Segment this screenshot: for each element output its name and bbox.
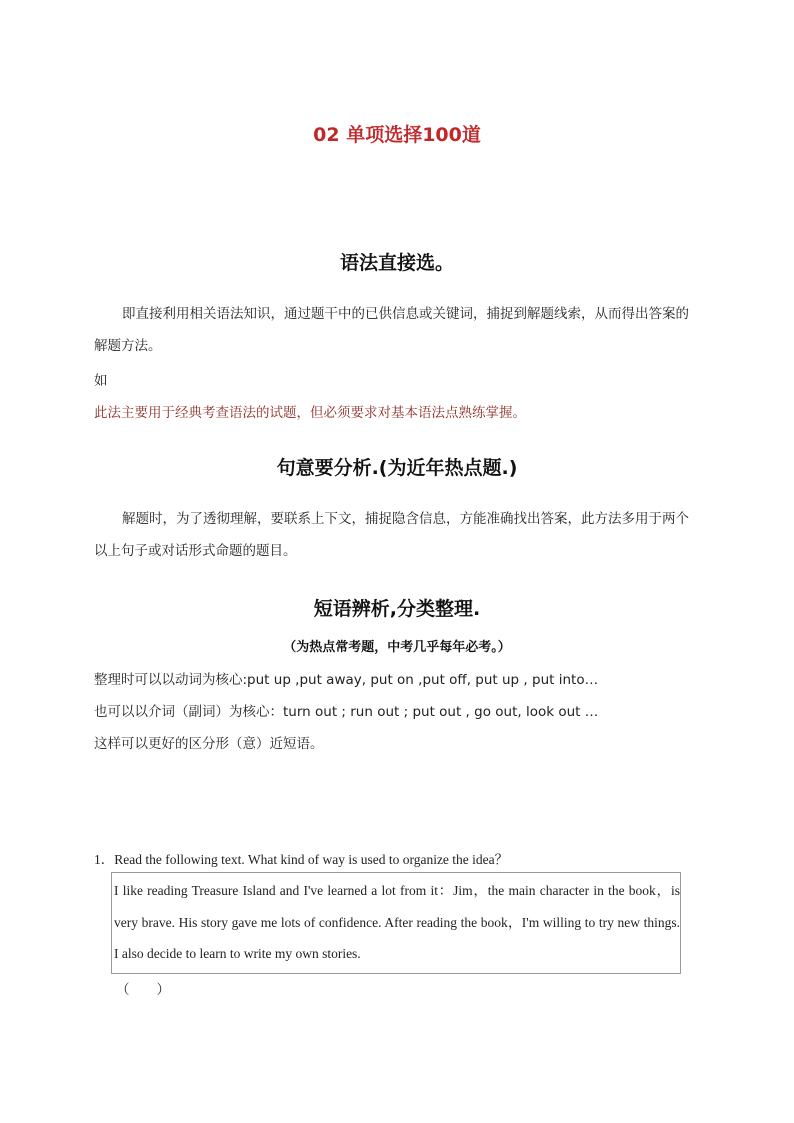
- section-subtitle-phrases: （为热点常考题，中考几乎每年必考。）: [283, 640, 511, 655]
- passage-text: I like reading Treasure Island and I've learned a lot from it：Jim，the main character in the book，is very brave. His story gave me lots of confidence. After reading the book，I'm willing to try new things. I also decide to learn to write my own stories.: [114, 883, 680, 961]
- section-heading-meaning: 句意要分析.(为近年热点题.): [276, 457, 518, 479]
- phrases-line-verbs: 整理时可以以动词为核心:put up ,put away, put on ,put off, put up , put into…: [94, 672, 599, 688]
- answer-blank[interactable]: （ ）: [116, 982, 170, 997]
- section-paragraph-meaning: 解题时，为了透彻理解，要联系上下文，捕捉隐含信息，方能准确找出答案，此方法多用于两个以上句子或对话形式命题的题目。: [94, 511, 689, 559]
- section-heading-phrases: 短语辨析,分类整理.: [313, 598, 481, 620]
- passage-box: [111, 872, 681, 974]
- section-heading-grammar: 语法直接选。: [339, 252, 454, 274]
- phrases-line-summary: 这样可以更好的区分形（意）近短语。: [94, 736, 324, 752]
- section-paragraph-grammar: 即直接利用相关语法知识，通过题干中的已供信息或关键词，捕捉到解题线索，从而得出答案的解题方法。: [94, 306, 689, 354]
- page-title: 02 单项选择100道: [313, 124, 481, 146]
- example-label: 如: [94, 373, 108, 389]
- grammar-note: 此法主要用于经典考查语法的试题，但必须要求对基本语法点熟练掌握。: [94, 405, 526, 421]
- phrases-line-adverbs: 也可以以介词（副词）为核心：turn out ; run out ; put out , go out, look out …: [94, 704, 599, 720]
- question-stem: 1．Read the following text. What kind of way is used to organize the idea？: [94, 852, 509, 867]
